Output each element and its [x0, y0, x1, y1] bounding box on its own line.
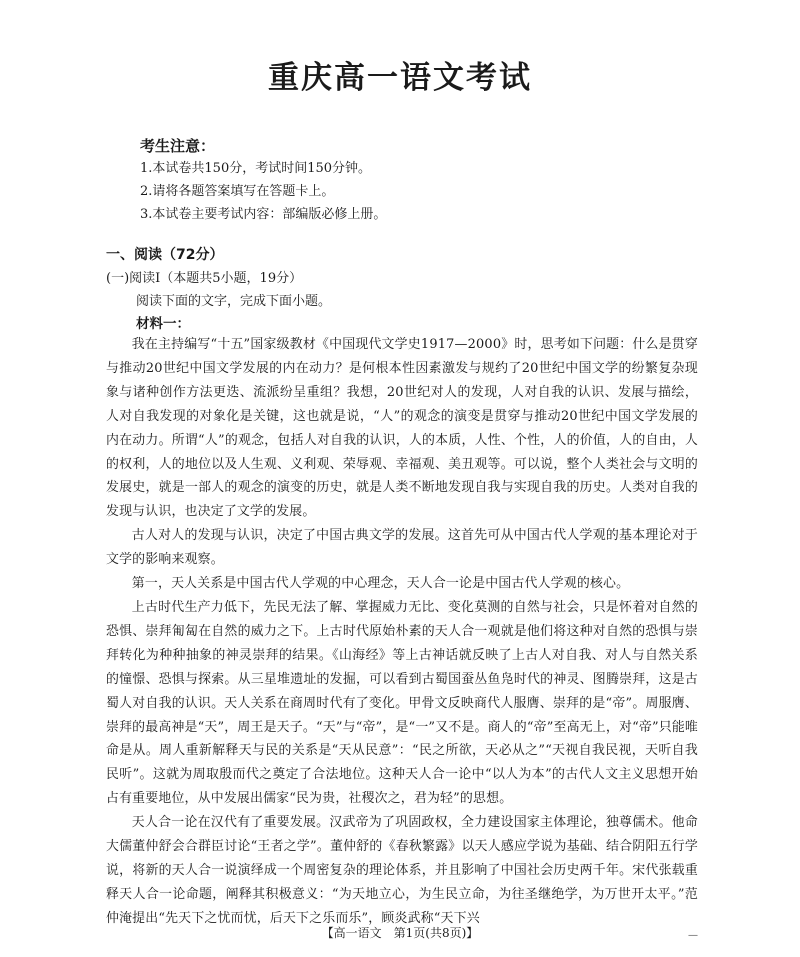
- notice-item: 3.本试卷主要考试内容：部编版必修上册。: [140, 207, 387, 222]
- notice-heading: 考生注意：: [140, 137, 216, 155]
- exam-title: 重庆高一语文考试: [268, 60, 532, 96]
- material-text: [106, 333, 698, 931]
- notice-item: 2.请将各题答案填写在答题卡上。: [140, 184, 335, 199]
- material-label: 材料一：: [136, 316, 190, 332]
- paragraph: 我在主持编写“十五”国家级教材《中国现代文学史1917—2000》时，思考如下问题：什么是贯穿与推动20世纪中国文学发展的内在动力？是何根本性因素激发与规约了20世纪中国文学的纷繁复杂现象与诸种创作方法更迭、流派纷呈重组？我想，20世纪对人的发现，人对自我的认识、发展与描绘，人对自我发现的对象化是关键，这也就是说，“人”的观念的演变是贯穿与推动20世纪中国文学发展的内在动力。所谓“人”的观念，包括人对自我的认识，人的本质，人性、个性，人的价值，人的自由，人的权利，人的地位以及人生观、义利观、荣辱观、幸福观、美丑观等。可以说，整个人类社会与文明的发展史，就是一部人的观念的演变的历史，就是人类不断地发现自我与实现自我的历史。人类对自我的发现与认识，也决定了文学的发展。: [106, 337, 698, 520]
- paragraph: 第一，天人关系是中国古代人学观的中心理念，天人合一论是中国古代人学观的核心。: [131, 576, 630, 592]
- paragraph: 古人对人的发现与认识，决定了中国古典文学的发展。这首先可从中国古代人学观的基本理论对于文学的影响来观察。: [106, 528, 698, 568]
- paragraph: 天人合一论在汉代有了重要发展。汉武帝为了巩固政权，全力建设国家主体理论，独尊儒术。他命大儒董仲舒会合群臣讨论“王者之学”。董仲舒的《春秋繁露》以天人感应学说为基础、结合阴阳五行学说，将新的天人合一说演绎成一个周密复杂的理论体系，并且影响了中国社会历史两千年。宋代张载重释天人合一论命题，阐释其积极意义：“为天地立心，为生民立命，为往圣继绝学，为万世开太平。”范仲淹提出“先天下之忧而忧，后天下之乐而乐”，顾炎武称“天下兴: [106, 815, 698, 926]
- section-title: 一、阅读（72分）: [106, 247, 224, 263]
- reading-section: [106, 244, 706, 336]
- notice-item: 1.本试卷共150分，考试时间150分钟。: [140, 161, 372, 176]
- corner-mark: —: [688, 930, 698, 941]
- page-footer: 【高一语文 第1页(共8页)】: [321, 926, 479, 940]
- section-subtitle: (一)阅读Ⅰ（本题共5小题，19分）: [106, 271, 303, 286]
- paragraph: 上古时代生产力低下，先民无法了解、掌握威力无比、变化莫测的自然与社会，只是怀着对自然的恐惧、崇拜匍匐在自然的威力之下。上古时代原始朴素的天人合一观就是他们将这种对自然的恐惧与崇拜转化为种种抽象的神灵崇拜的结果。《山海经》等上古神话就反映了上古人对自我、对人与自然关系的憧憬、恐惧与探索。从三星堆遗址的发掘，可以看到古蜀国蚕丛鱼凫时代的神灵、图腾崇拜，这是古蜀人对自我的认识。天人关系在商周时代有了变化。甲骨文反映商代人服膺、崇拜的是“帝”。周服膺、崇拜的最高神是“天”，周王是天子。“天”与“帝”，是“一”又不是。商人的“帝”至高无上，对“帝”只能唯命是从。周人重新解释天与民的关系是“天从民意”：“民之所欲，天必从之”“天视自我民视，天听自我民听”。这就为周取殷而代之奠定了合法地位。这种天人合一论中“以人为本”的古代人文主义思想开始占有重要地位，从中发展出儒家“民为贵，社稷次之，君为轻”的思想。: [106, 599, 699, 807]
- candidate-notice: [140, 135, 740, 226]
- section-instruction: 阅读下面的文字，完成下面小题。: [136, 294, 332, 309]
